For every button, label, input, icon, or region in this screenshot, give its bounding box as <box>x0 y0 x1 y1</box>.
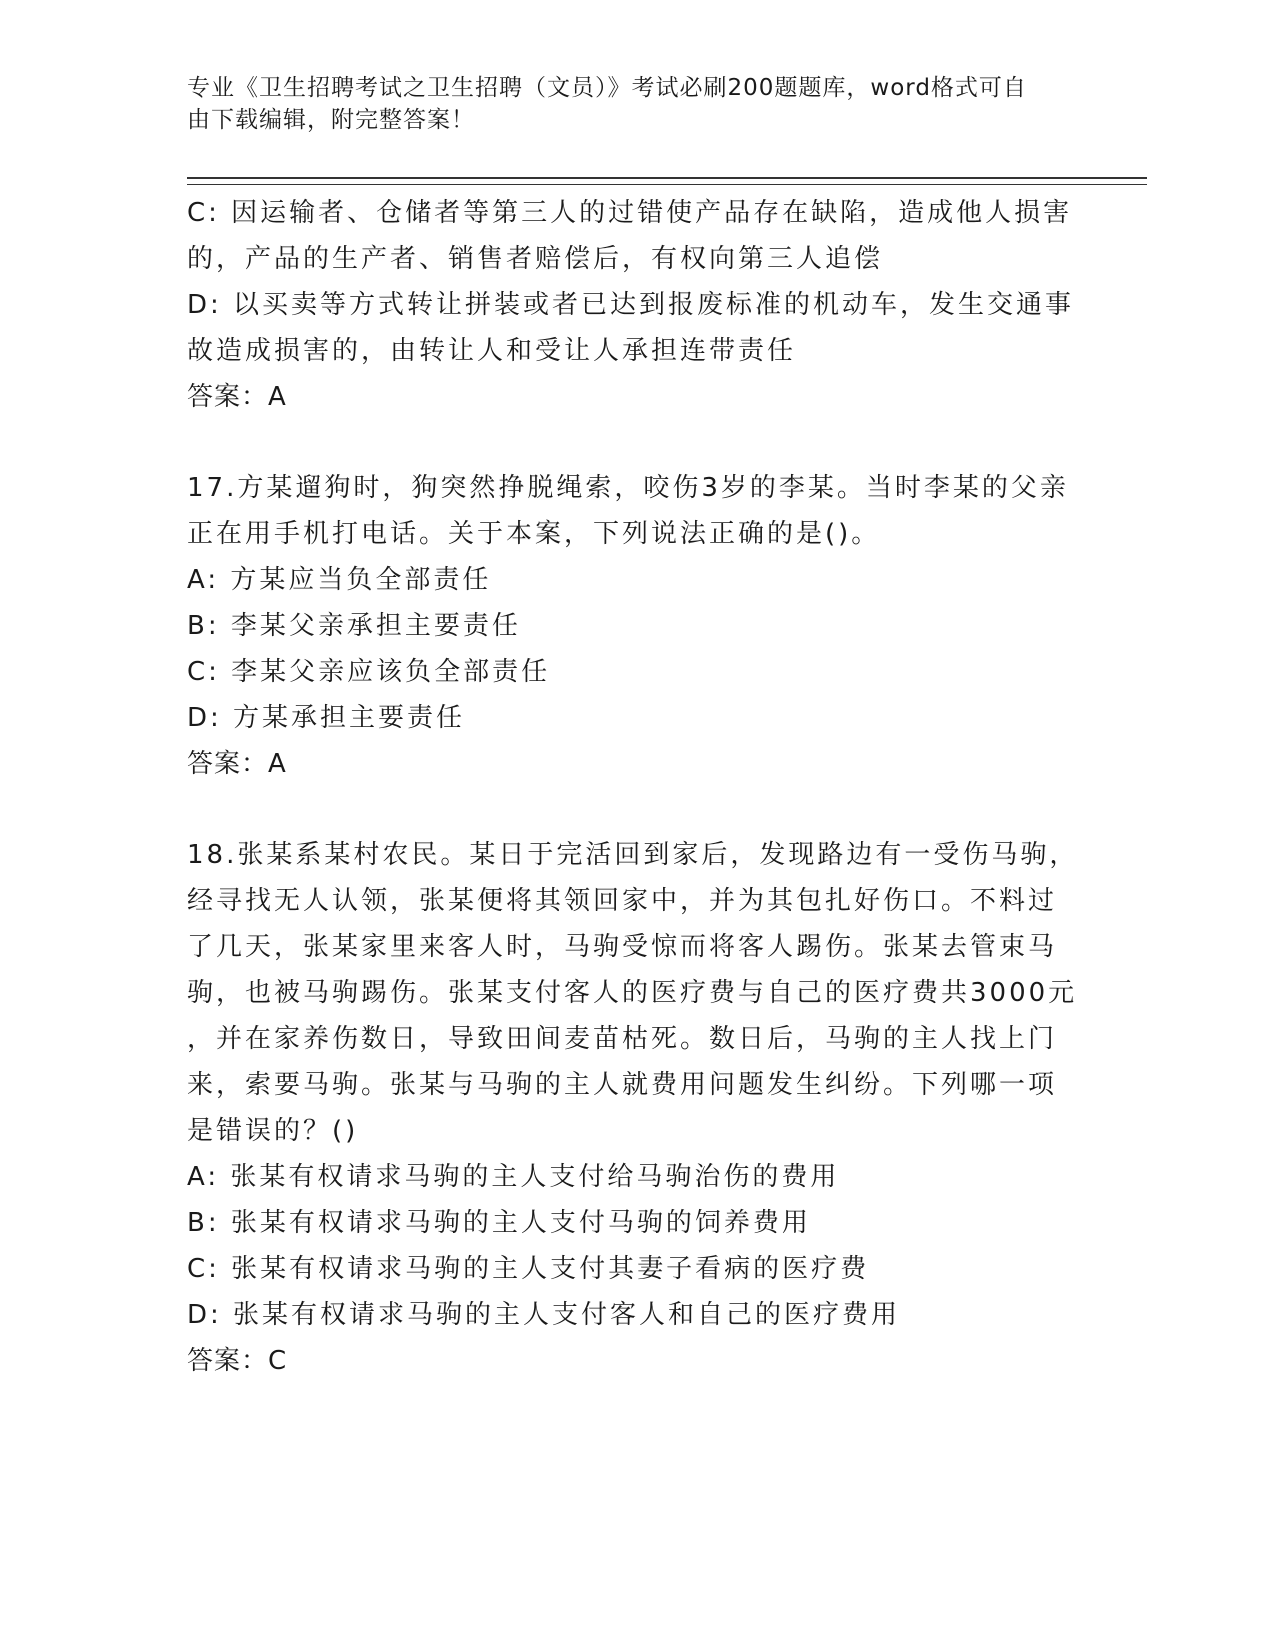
question-17-option-a: A: 方某应当负全部责任 <box>187 565 492 595</box>
question-18-stem-line-5: ，并在家养伤数日，导致田间麦苗枯死。数日后，马驹的主人找上门 <box>187 1024 1058 1054</box>
question-17-option-b: B: 李某父亲承担主要责任 <box>187 611 521 641</box>
option-d-line-1: D: 以买卖等方式转让拼装或者已达到报废标准的机动车，发生交通事 <box>187 290 1075 320</box>
question-17-option-d: D: 方某承担主要责任 <box>187 703 466 733</box>
option-c-line-2: 的，产品的生产者、销售者赔偿后，有权向第三人追偿 <box>187 244 884 274</box>
question-18-stem-line-7: 是错误的？() <box>187 1116 359 1146</box>
header-line-1: 专业《卫生招聘考试之卫生招聘（文员）》考试必刷200题题库，word格式可自 <box>187 75 1027 101</box>
option-c-line-1: C: 因运输者、仓储者等第三人的过错使产品存在缺陷，造成他人损害 <box>187 198 1073 228</box>
question-18-option-d: D: 张某有权请求马驹的主人支付客人和自己的医疗费用 <box>187 1300 901 1330</box>
document-header <box>187 72 1067 136</box>
question-18-stem-line-3: 了几天，张某家里来客人时，马驹受惊而将客人踢伤。张某去管束马 <box>187 932 1058 962</box>
question-block-17 <box>187 465 1087 787</box>
answer-17: 答案：A <box>187 749 287 779</box>
document-body <box>187 190 1087 1384</box>
question-17-option-c: C: 李某父亲应该负全部责任 <box>187 657 551 687</box>
question-18-stem-line-4: 驹，也被马驹踢伤。张某支付客人的医疗费与自己的医疗费共3000元 <box>187 978 1078 1008</box>
spacer <box>187 420 1087 465</box>
question-18-option-a: A: 张某有权请求马驹的主人支付给马驹治伤的费用 <box>187 1162 840 1192</box>
header-rule-thick <box>187 177 1147 179</box>
answer-18: 答案：C <box>187 1346 288 1376</box>
question-block-18 <box>187 832 1087 1384</box>
answer-16: 答案：A <box>187 382 287 412</box>
header-line-2: 由下载编辑，附完整答案！ <box>187 107 475 133</box>
option-d-line-2: 故造成损害的，由转让人和受让人承担连带责任 <box>187 336 797 366</box>
question-block-16 <box>187 190 1087 420</box>
question-18-stem-line-2: 经寻找无人认领，张某便将其领回家中，并为其包扎好伤口。不料过 <box>187 886 1058 916</box>
question-18-stem-line-6: 来，索要马驹。张某与马驹的主人就费用问题发生纠纷。下列哪一项 <box>187 1070 1058 1100</box>
question-18-option-b: B: 张某有权请求马驹的主人支付马驹的饲养费用 <box>187 1208 811 1238</box>
header-rule-thin <box>187 184 1147 185</box>
spacer <box>187 787 1087 832</box>
question-17-stem-line-2: 正在用手机打电话。关于本案，下列说法正确的是()。 <box>187 519 881 549</box>
question-18-option-c: C: 张某有权请求马驹的主人支付其妻子看病的医疗费 <box>187 1254 870 1284</box>
question-17-stem-line-1: 17.方某遛狗时，狗突然挣脱绳索，咬伤3岁的李某。当时李某的父亲 <box>187 473 1069 503</box>
question-18-stem-line-1: 18.张某系某村农民。某日于完活回到家后，发现路边有一受伤马驹， <box>187 840 1079 870</box>
